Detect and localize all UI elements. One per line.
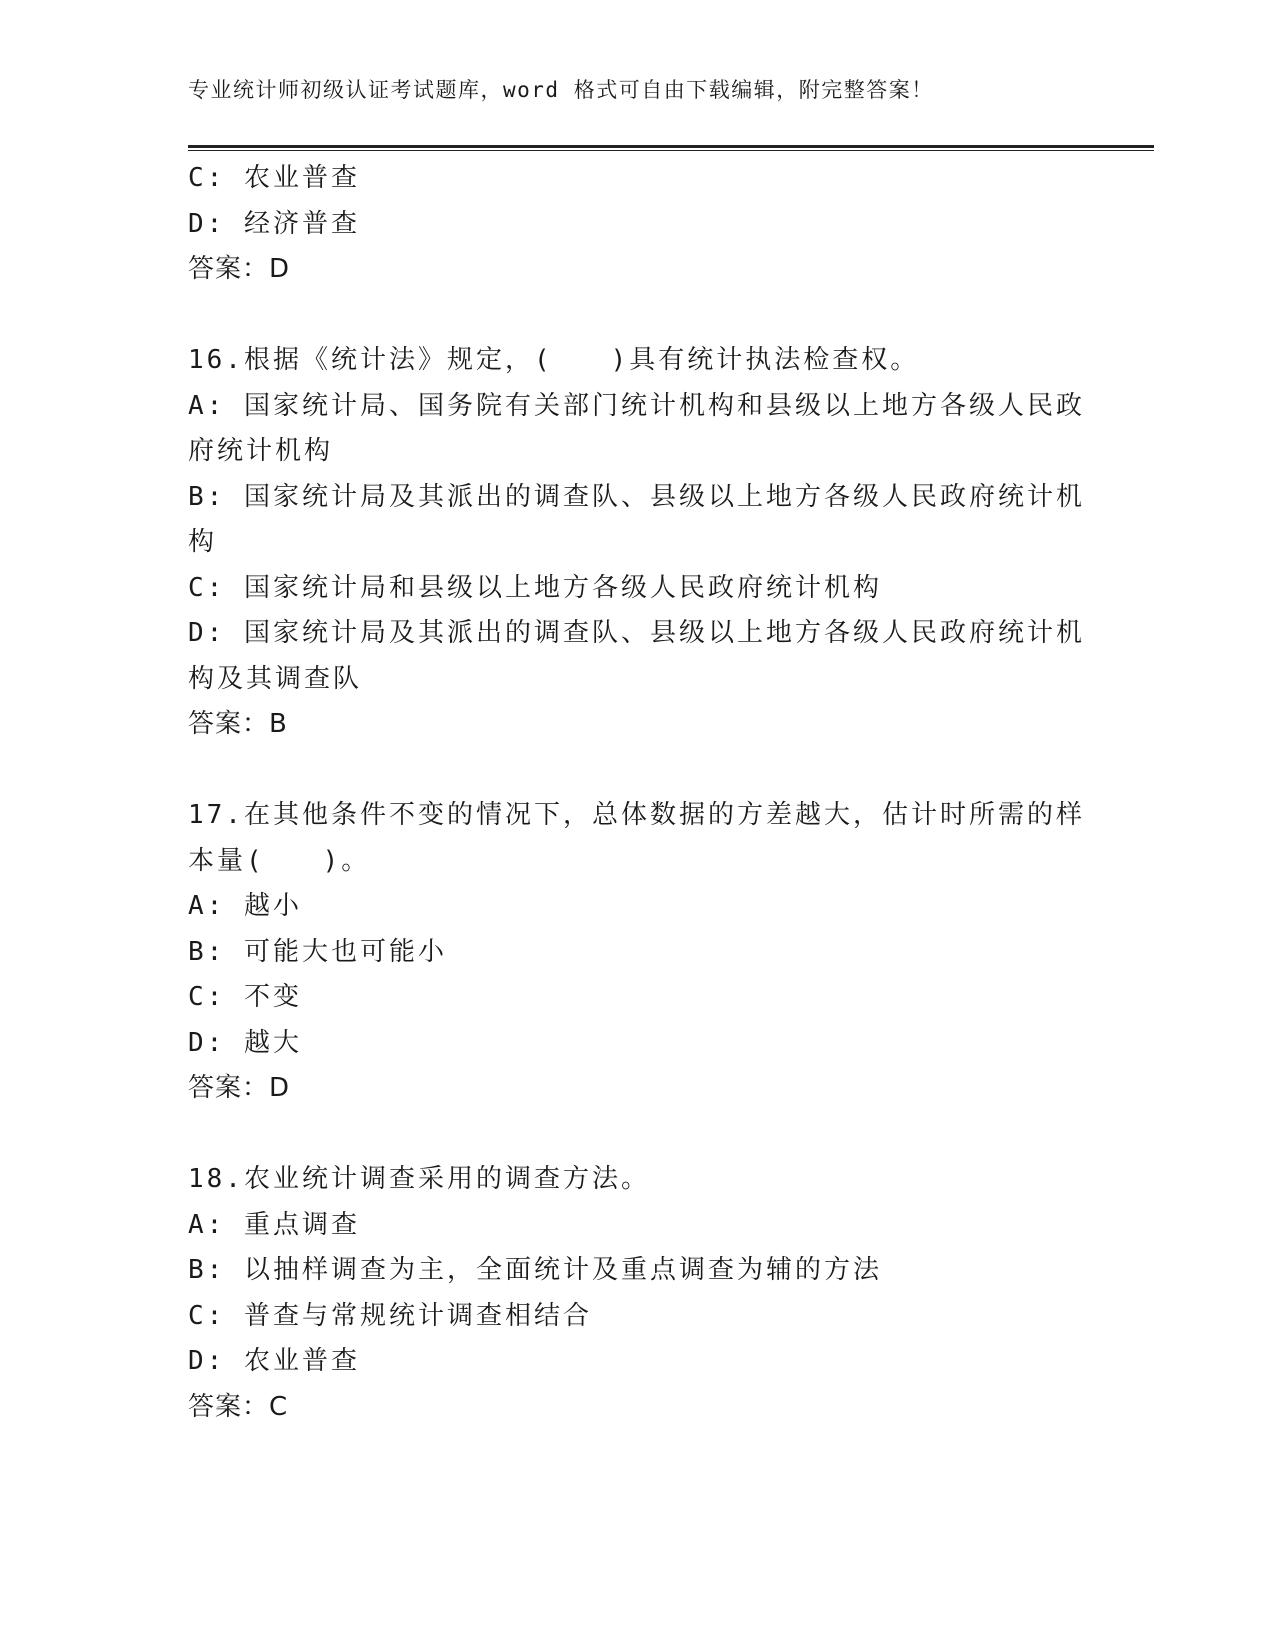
option-b: B: 以抽样调查为主，全面统计及重点调查为辅的方法 <box>188 1255 882 1285</box>
option-c: C: 国家统计局和县级以上地方各级人民政府统计机构 <box>188 572 882 603</box>
option-b: B: 可能大也可能小 <box>188 936 447 967</box>
header-rule-thin <box>188 150 1154 151</box>
option-b-cont: 构 <box>188 527 218 557</box>
question-content <box>188 156 1088 1430</box>
answer-line: 答案：B <box>188 709 288 739</box>
answer-line: 答案：D <box>188 254 291 284</box>
option-c: C: 不变 <box>188 982 302 1012</box>
option-d: D: 越大 <box>188 1027 302 1058</box>
answer-line: 答案：C <box>188 1391 289 1422</box>
question-stem: 18.农业统计调查采用的调查方法。 <box>188 1164 650 1194</box>
option-d: D: 农业普查 <box>188 1346 360 1376</box>
page-header: 专业统计师初级认证考试题库，word 格式可自由下载编辑，附完整答案！ <box>188 78 934 102</box>
option-a: A: 越小 <box>188 891 302 921</box>
question-stem: 16.根据《统计法》规定，( )具有统计执法检查权。 <box>188 345 920 375</box>
option-c: C: 普查与常规统计调查相结合 <box>188 1300 592 1331</box>
question-stem-cont: 本量( )。 <box>188 845 371 876</box>
option-d: D: 国家统计局及其派出的调查队、县级以上地方各级人民政府统计机 <box>188 618 1085 648</box>
question-stem: 17.在其他条件不变的情况下，总体数据的方差越大，估计时所需的样 <box>188 800 1085 830</box>
option-c: C: 农业普查 <box>188 163 360 193</box>
option-a-cont: 府统计机构 <box>188 436 334 466</box>
option-b: B: 国家统计局及其派出的调查队、县级以上地方各级人民政府统计机 <box>188 481 1085 512</box>
option-a: A: 重点调查 <box>188 1209 360 1240</box>
answer-line: 答案：D <box>188 1073 291 1103</box>
option-a: A: 国家统计局、国务院有关部门统计机构和县级以上地方各级人民政 <box>188 390 1085 421</box>
option-d: D: 经济普查 <box>188 208 360 239</box>
header-rule <box>188 145 1154 148</box>
option-d-cont: 构及其调查队 <box>188 663 363 694</box>
